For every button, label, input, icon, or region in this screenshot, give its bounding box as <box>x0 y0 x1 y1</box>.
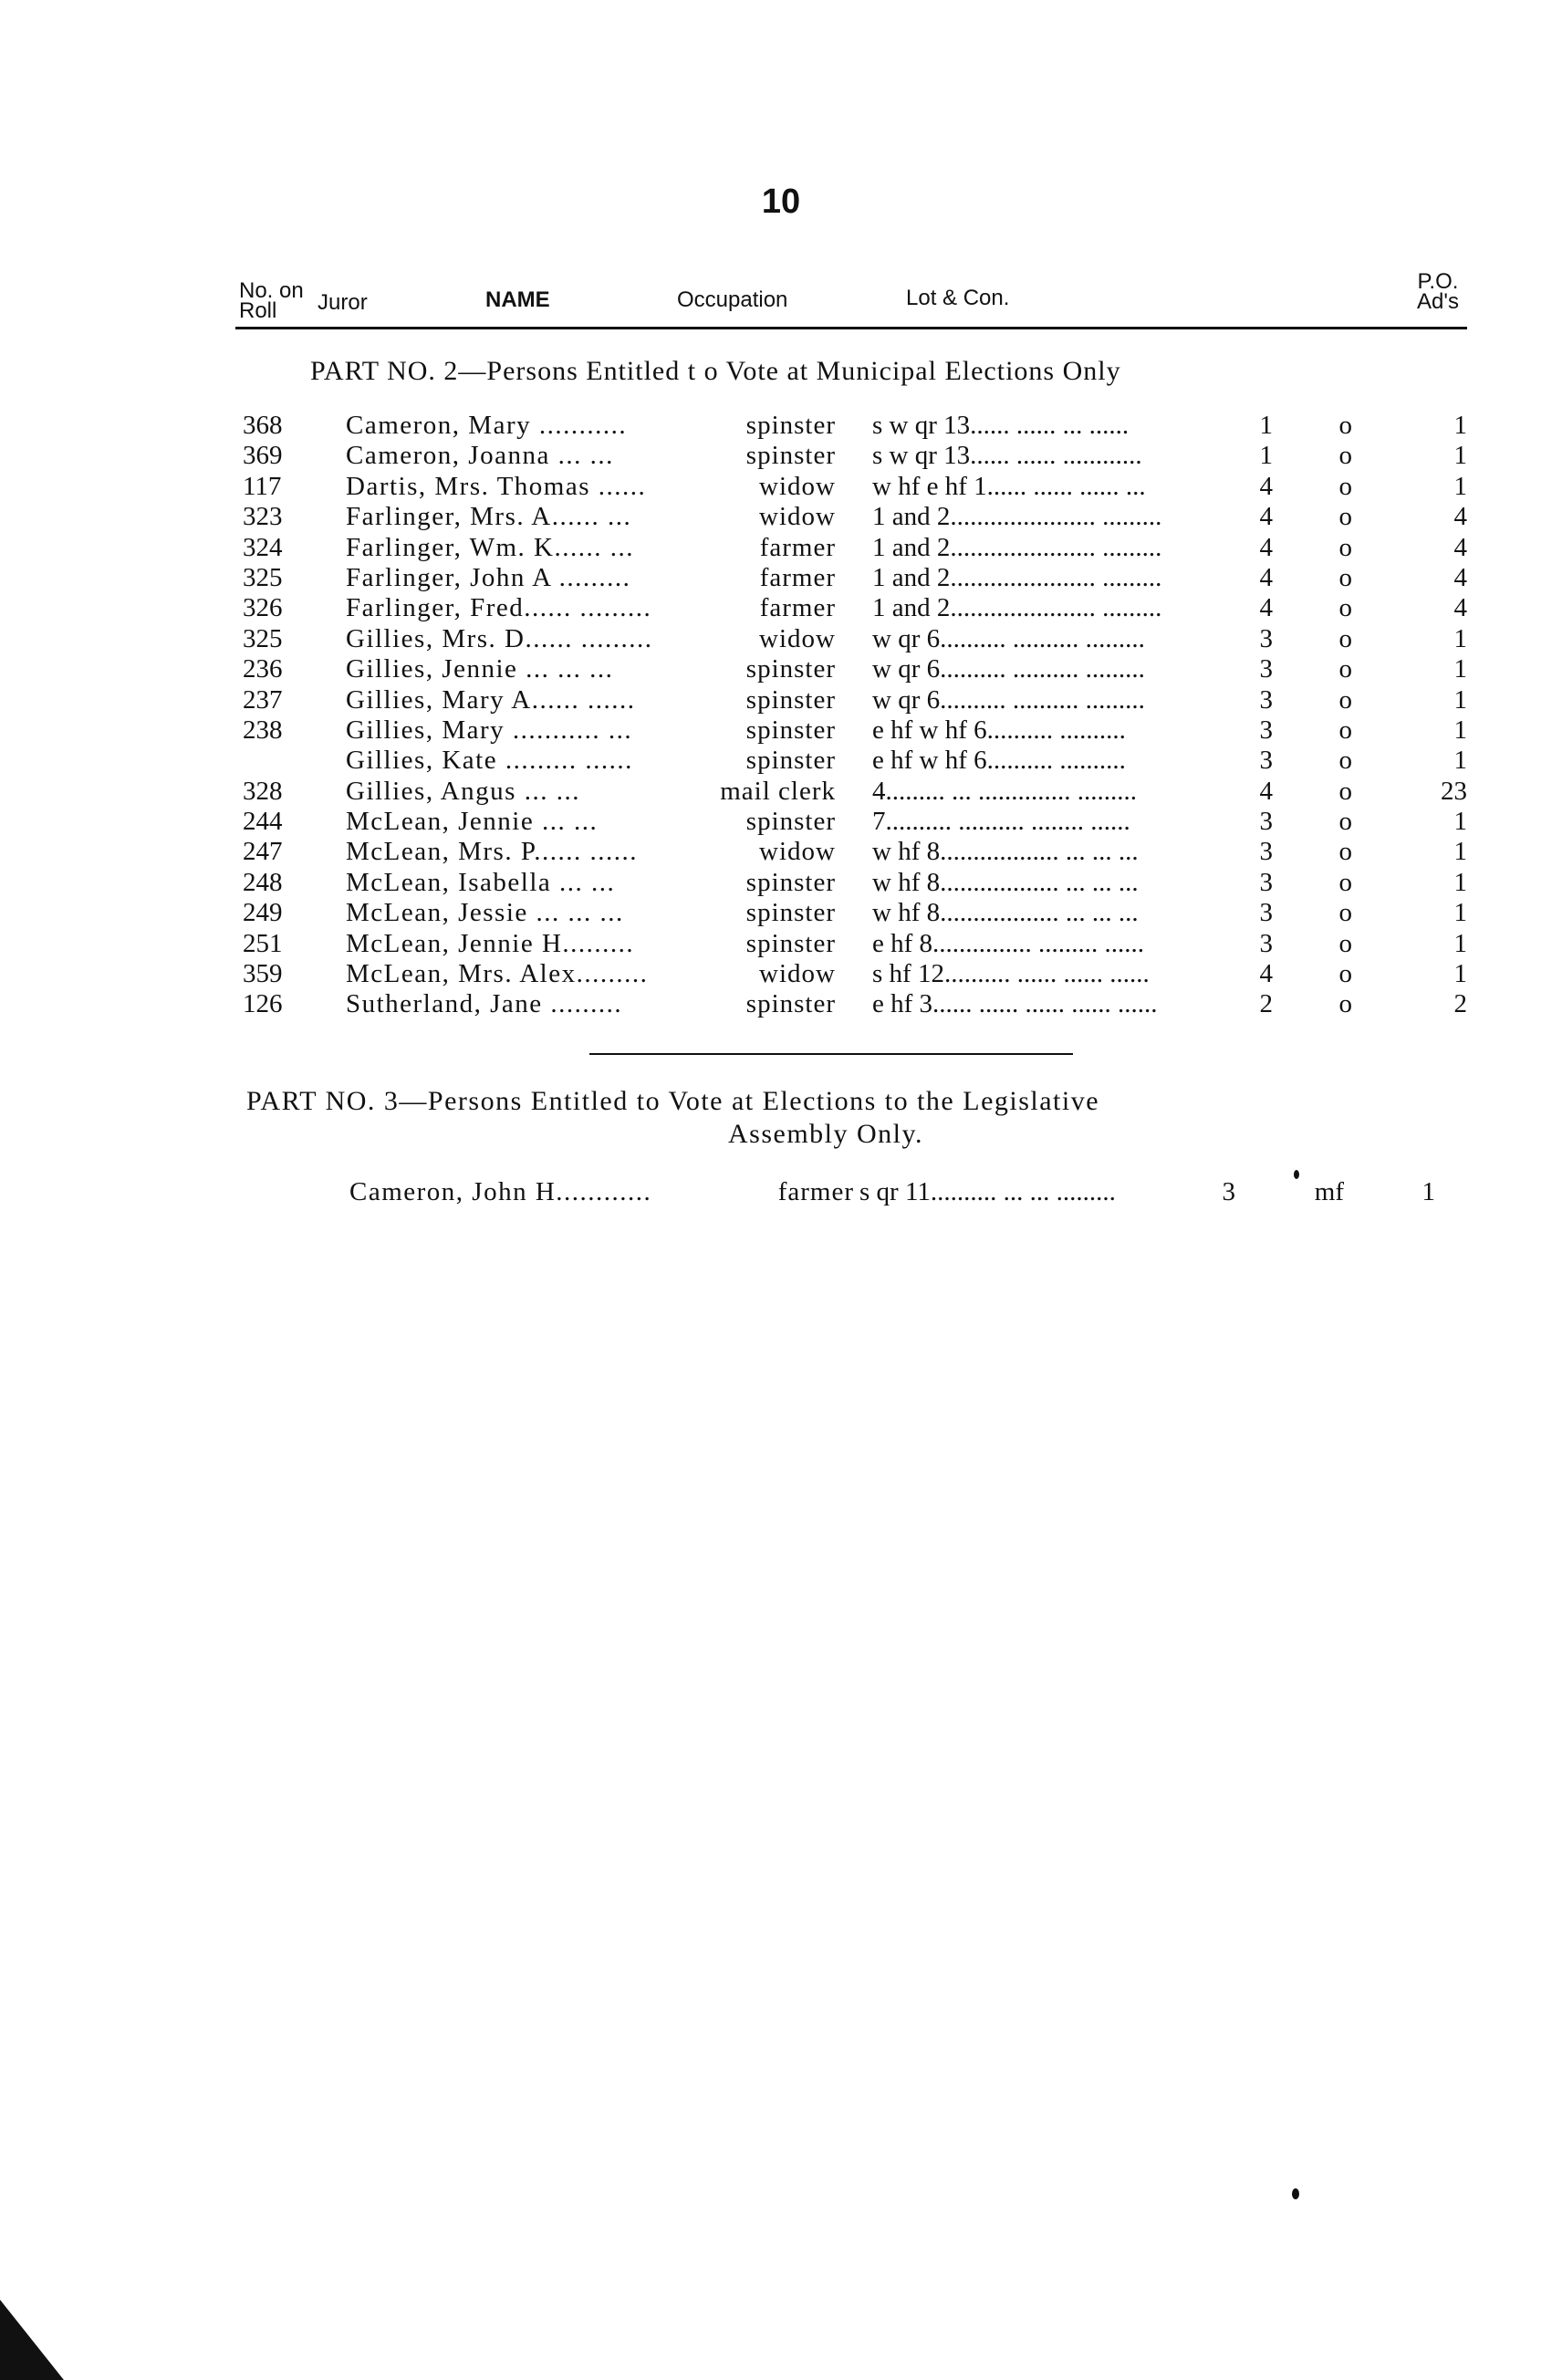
ward-number: 4 <box>1259 532 1273 562</box>
voter-name: McLean, Jennie H......... <box>346 928 635 958</box>
roll-number: 326 <box>243 593 283 623</box>
post-office: o <box>1338 776 1352 806</box>
occupation: spinster <box>745 411 836 440</box>
lot-and-con: s w qr 13...... ...... ... ...... <box>872 411 1130 440</box>
post-office: o <box>1338 502 1352 532</box>
occupation: spinster <box>745 746 836 776</box>
header-rule <box>235 327 1467 329</box>
post-office: o <box>1338 471 1352 501</box>
voter-name: Gillies, Mary A...... ...... <box>346 684 636 715</box>
roll-number: 369 <box>243 441 283 471</box>
lot-and-con: w hf e hf 1...... ...... ...... ... <box>872 471 1146 501</box>
column-header-occupation: Occupation <box>677 287 788 312</box>
lot-and-con: 1 and 2...................... ......... <box>872 562 1162 592</box>
roll-number: 237 <box>243 684 283 715</box>
roll-number: 236 <box>243 654 283 684</box>
column-header-no-on-roll-line2: Roll <box>239 298 277 323</box>
part3-row <box>0 1177 1562 1208</box>
ward-number: 1 <box>1259 441 1273 471</box>
voter-name: Gillies, Mrs. D...... ......... <box>346 623 653 653</box>
ward-number: 3 <box>1259 746 1273 776</box>
ads-value: 4 <box>1453 502 1467 532</box>
post-office: o <box>1338 654 1352 684</box>
column-header-no-on-roll-line1: No. on <box>239 278 304 303</box>
post-office: o <box>1338 684 1352 715</box>
column-header-po: P.O. <box>1417 269 1459 294</box>
ads-value: 4 <box>1453 593 1467 623</box>
part3-title-line2: Assembly Only. <box>728 1119 924 1149</box>
part3-po: mf <box>1314 1177 1344 1206</box>
voter-name: McLean, Jessie ... ... ... <box>346 898 624 928</box>
post-office: o <box>1338 837 1352 867</box>
table-row <box>0 898 1562 928</box>
table-row <box>0 563 1562 593</box>
ward-number: 4 <box>1259 471 1273 501</box>
lot-and-con: e hf 3...... ...... ...... ...... ...... <box>872 989 1158 1019</box>
table-row <box>0 746 1562 776</box>
post-office: o <box>1338 928 1352 958</box>
voter-name: McLean, Mrs. Alex......... <box>346 959 649 989</box>
ward-number: 3 <box>1259 654 1273 684</box>
table-row <box>0 715 1562 746</box>
ads-value: 1 <box>1453 441 1467 471</box>
post-office: o <box>1338 623 1352 653</box>
ward-number: 3 <box>1259 898 1273 928</box>
roll-number: 238 <box>243 715 283 745</box>
post-office: o <box>1338 532 1352 562</box>
occupation: spinster <box>745 684 836 715</box>
voter-name: Cameron, Mary ........... <box>346 411 628 440</box>
roll-number: 244 <box>243 807 283 837</box>
part3-name: Cameron, John H............ <box>349 1177 652 1206</box>
lot-and-con: 4......... ... .............. ......... <box>872 776 1137 806</box>
roll-number: 359 <box>243 959 283 989</box>
lot-and-con: w qr 6.......... .......... ......... <box>872 623 1145 653</box>
table-row <box>0 837 1562 867</box>
voter-name: Gillies, Mary ........... ... <box>346 715 633 745</box>
ward-number: 4 <box>1259 562 1273 592</box>
roll-number: 328 <box>243 776 283 806</box>
ward-number: 3 <box>1259 837 1273 867</box>
ward-number: 4 <box>1259 502 1273 532</box>
part3-title: PART NO. 3—Persons Entitled to Vote at Elections to the Legislative <box>246 1086 1100 1116</box>
ads-value: 1 <box>1453 654 1467 684</box>
table-row <box>0 624 1562 654</box>
table-row <box>0 959 1562 989</box>
voter-name: McLean, Mrs. P...... ...... <box>346 837 639 867</box>
occupation: spinster <box>745 654 836 684</box>
voter-name: Farlinger, Wm. K...... ... <box>346 532 634 562</box>
post-office: o <box>1338 867 1352 897</box>
ads-value: 1 <box>1453 807 1467 837</box>
voter-name: Gillies, Jennie ... ... ... <box>346 654 614 684</box>
voter-name: Gillies, Kate ......... ...... <box>346 746 633 776</box>
post-office: o <box>1338 562 1352 592</box>
lot-and-con: 1 and 2...................... ......... <box>872 532 1162 562</box>
voter-name: Farlinger, Fred...... ......... <box>346 593 652 623</box>
lot-and-con: w qr 6.......... .......... ......... <box>872 654 1145 684</box>
ads-value: 1 <box>1453 471 1467 501</box>
occupation: spinster <box>745 867 836 897</box>
part3-lot: s qr 11.......... ... ... ......... <box>859 1177 1116 1206</box>
voter-name: Sutherland, Jane ......... <box>346 989 623 1019</box>
voter-name: McLean, Jennie ... ... <box>346 807 599 837</box>
roll-number: 251 <box>243 928 283 958</box>
occupation: spinster <box>745 898 836 928</box>
ward-number: 3 <box>1259 867 1273 897</box>
lot-and-con: w hf 8.................. ... ... ... <box>872 837 1139 867</box>
ink-speck <box>1294 1170 1299 1179</box>
occupation: mail clerk <box>720 776 836 806</box>
occupation: widow <box>759 471 836 501</box>
post-office: o <box>1338 898 1352 928</box>
table-row <box>0 685 1562 715</box>
roll-number: 325 <box>243 623 283 653</box>
ads-value: 1 <box>1453 959 1467 989</box>
occupation: spinster <box>745 989 836 1019</box>
occupation: widow <box>759 837 836 867</box>
table-row <box>0 593 1562 623</box>
ads-value: 1 <box>1453 898 1467 928</box>
occupation: farmer <box>759 532 836 562</box>
ads-value: 4 <box>1453 532 1467 562</box>
ads-value: 1 <box>1453 715 1467 745</box>
ward-number: 3 <box>1259 807 1273 837</box>
occupation: farmer <box>759 593 836 623</box>
column-header-juror: Juror <box>318 290 368 315</box>
ward-number: 3 <box>1259 928 1273 958</box>
lot-and-con: w qr 6.......... .......... ......... <box>872 684 1145 715</box>
post-office: o <box>1338 959 1352 989</box>
column-header-po-ads <box>1417 269 1459 314</box>
roll-number: 247 <box>243 837 283 867</box>
table-row <box>0 929 1562 959</box>
ads-value: 1 <box>1453 867 1467 897</box>
ads-value: 1 <box>1453 746 1467 776</box>
table-row <box>0 472 1562 502</box>
ads-value: 1 <box>1453 837 1467 867</box>
column-header-name: NAME <box>485 287 550 312</box>
roll-number: 249 <box>243 898 283 928</box>
lot-and-con: e hf w hf 6.......... .......... <box>872 746 1126 776</box>
part3-occupation: farmer <box>777 1177 854 1206</box>
post-office: o <box>1338 441 1352 471</box>
post-office: o <box>1338 807 1352 837</box>
voter-name: Cameron, Joanna ... ... <box>346 441 614 471</box>
ward-number: 4 <box>1259 593 1273 623</box>
ward-number: 1 <box>1259 411 1273 440</box>
post-office: o <box>1338 715 1352 745</box>
ads-value: 1 <box>1453 684 1467 715</box>
lot-and-con: w hf 8.................. ... ... ... <box>872 898 1139 928</box>
lot-and-con: s hf 12.......... ...... ...... ...... <box>872 959 1150 989</box>
table-row <box>0 502 1562 532</box>
ward-number: 2 <box>1259 989 1273 1019</box>
scan-edge-mark <box>0 2300 64 2380</box>
lot-and-con: 1 and 2...................... ......... <box>872 502 1162 532</box>
voter-name: Gillies, Angus ... ... <box>346 776 580 806</box>
roll-number: 368 <box>243 411 283 440</box>
occupation: farmer <box>759 562 836 592</box>
occupation: widow <box>759 623 836 653</box>
part2-rows <box>0 411 1562 1020</box>
table-row <box>0 777 1562 807</box>
roll-number: 325 <box>243 562 283 592</box>
part3-ward: 3 <box>1222 1177 1235 1206</box>
ward-number: 4 <box>1259 776 1273 806</box>
ward-number: 3 <box>1259 623 1273 653</box>
lot-and-con: s w qr 13...... ...... ............ <box>872 441 1142 471</box>
part2-end-rule <box>589 1053 1073 1055</box>
voter-name: Farlinger, John A ......... <box>346 562 631 592</box>
occupation: spinster <box>745 715 836 745</box>
post-office: o <box>1338 411 1352 440</box>
voter-name: Dartis, Mrs. Thomas ...... <box>346 471 647 501</box>
occupation: spinster <box>745 928 836 958</box>
table-row <box>0 807 1562 837</box>
page-number: 10 <box>761 183 801 221</box>
roll-number: 324 <box>243 532 283 562</box>
ads-value: 23 <box>1441 776 1467 806</box>
occupation: spinster <box>745 807 836 837</box>
voter-name: Farlinger, Mrs. A...... ... <box>346 502 632 532</box>
ads-value: 1 <box>1453 928 1467 958</box>
ward-number: 3 <box>1259 715 1273 745</box>
table-row <box>0 868 1562 898</box>
occupation: widow <box>759 959 836 989</box>
table-row <box>0 441 1562 471</box>
ink-mark <box>1292 2188 1299 2199</box>
part3-ads: 1 <box>1421 1177 1435 1206</box>
column-header-ads: Ad's <box>1417 289 1459 314</box>
occupation: widow <box>759 502 836 532</box>
ads-value: 2 <box>1453 989 1467 1019</box>
ads-value: 1 <box>1453 623 1467 653</box>
ward-number: 3 <box>1259 684 1273 715</box>
voter-name: McLean, Isabella ... ... <box>346 867 616 897</box>
table-row <box>0 989 1562 1019</box>
column-header-lot-con: Lot & Con. <box>906 286 1010 310</box>
post-office: o <box>1338 746 1352 776</box>
roll-number: 126 <box>243 989 283 1019</box>
table-row <box>0 654 1562 684</box>
post-office: o <box>1338 593 1352 623</box>
lot-and-con: w hf 8.................. ... ... ... <box>872 867 1139 897</box>
part2-title: PART NO. 2—Persons Entitled t o Vote at Municipal Elections Only <box>310 356 1121 386</box>
ads-value: 1 <box>1453 411 1467 440</box>
lot-and-con: 7.......... .......... ........ ...... <box>872 807 1130 837</box>
roll-number: 117 <box>243 471 282 501</box>
table-row <box>0 411 1562 441</box>
ward-number: 4 <box>1259 959 1273 989</box>
table-row <box>0 533 1562 563</box>
roll-number: 248 <box>243 867 283 897</box>
lot-and-con: e hf w hf 6.......... .......... <box>872 715 1126 745</box>
lot-and-con: e hf 8............... ......... ...... <box>872 928 1145 958</box>
lot-and-con: 1 and 2...................... ......... <box>872 593 1162 623</box>
roll-number: 323 <box>243 502 283 532</box>
ads-value: 4 <box>1453 562 1467 592</box>
occupation: spinster <box>745 441 836 471</box>
post-office: o <box>1338 989 1352 1019</box>
column-header-no-on-roll <box>239 278 304 323</box>
